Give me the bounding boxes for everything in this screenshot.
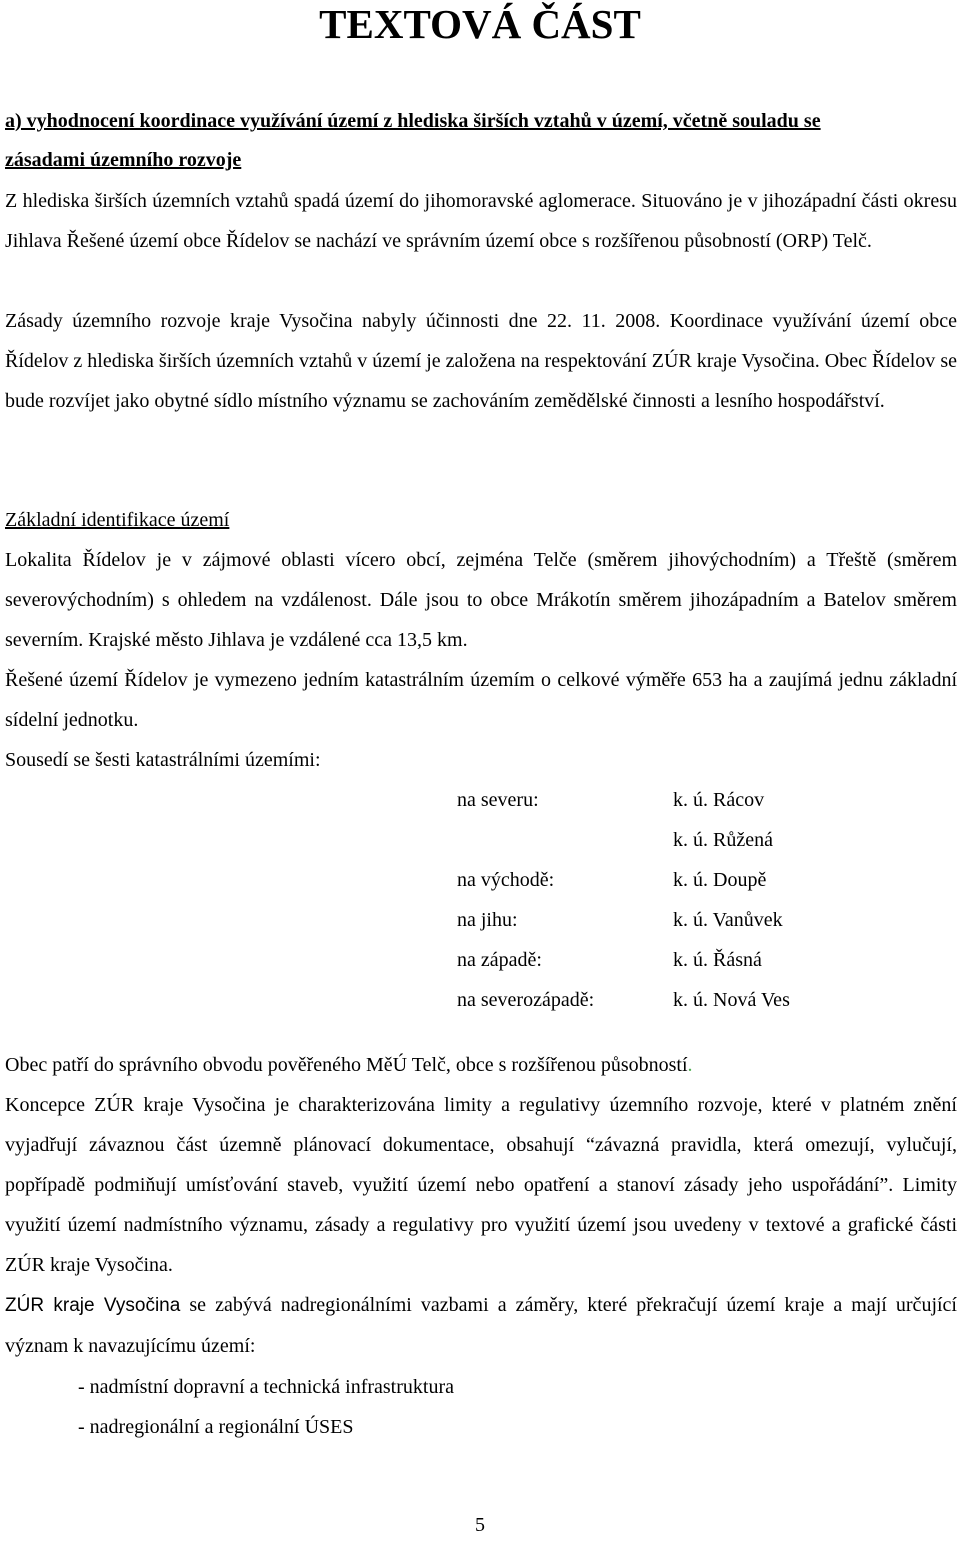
neighbors-table (457, 780, 877, 1020)
paragraph-neighbors-intro: Sousedí se šesti katastrálními územími: (5, 749, 321, 771)
paragraph-administrative (5, 1045, 957, 1085)
page-number: 5 (475, 1514, 485, 1536)
neighbor-cadastral-area: k. ú. Růžená (673, 829, 773, 851)
list-item-infrastructure: - nadmístní dopravní a technická infrastruktura (78, 1376, 454, 1398)
paragraph-wider-relations: Z hlediska širších územních vztahů spadá území do jihomoravské aglomerace. Situováno je v jihozápadní části okresu Jihlava Řešené území obce Řídelov se nachází ve správním území obce s rozšířenou působností (ORP) Telč. (5, 190, 957, 252)
paragraph-cadastral: Řešené území Řídelov je vymezeno jedním katastrálním územím o celkové výměře 653 ha a zaujímá jednu základní sídelní jednotku. (5, 669, 957, 731)
neighbor-cadastral-area: k. ú. Řásná (673, 949, 762, 971)
subheading-text: Základní identifikace území (5, 509, 230, 531)
administrative-text: Obec patří do správního obvodu pověřeného MěÚ Telč, obce s rozšířenou působností (5, 1054, 688, 1076)
neighbor-cadastral-area: k. ú. Rácov (673, 789, 765, 811)
paragraph-location: Lokalita Řídelov je v zájmové oblasti vícero obcí, zejména Telče (směrem jihovýchodním) a Třeště (směrem severovýchodním) s ohledem na vzdálenost. Dále jsou to obce Mrákotín směrem jihozápadním a Batelov směrem severním. Krajské město Jihlava je vzdálené cca 13,5 km. (5, 549, 957, 651)
neighbor-direction: na jihu: (457, 909, 518, 931)
zur-rest: se zabývá nadregionálními vazbami a záměry, které překračují území kraje a mají určující význam k navazujícímu území: (5, 1294, 957, 1357)
neighbor-direction: na severu: (457, 789, 539, 811)
paragraph-zur-concept: Koncepce ZÚR kraje Vysočina je charakterizována limity a regulativy územního rozvoje, které v platném znění vyjadřují závaznou část územně plánovací dokumentace, obsahují “závazná pravidla, která omezují, vylučují, popřípadě podmiňují umísťování staveb, využití území nebo opatření a stanoví zásady jeho uspořádání”. Limity využití území nadmístního významu, zásady a regulativy pro využití území jsou uvedeny v textové a grafické části ZÚR kraje Vysočina. (5, 1094, 957, 1276)
document-title: TEXTOVÁ ČÁST (319, 1, 641, 47)
neighbor-cadastral-area: k. ú. Doupě (673, 869, 767, 891)
zur-lead: ZÚR kraje Vysočina (5, 1295, 181, 1316)
neighbor-row (457, 940, 877, 980)
neighbor-direction: na západě: (457, 949, 542, 971)
section-heading-line-2: zásadami územního rozvoje (5, 149, 242, 171)
neighbor-direction (457, 820, 673, 860)
subheading-identification (5, 500, 957, 540)
neighbor-direction: na východě: (457, 869, 555, 891)
neighbor-direction: na severozápadě: (457, 989, 595, 1011)
paragraph-zur-supraregional (5, 1285, 957, 1366)
neighbor-row (457, 780, 877, 820)
paragraph-zur-effect: Zásady územního rozvoje kraje Vysočina nabyly účinnosti dne 22. 11. 2008. Koordinace využívání území obce Řídelov z hlediska širších územních vztahů v území je založena na respektování ZÚR kraje Vysočina. Obec Řídelov se bude rozvíjet jako obytné sídlo místního významu se zachováním zemědělské činnosti a lesního hospodářství. (5, 310, 957, 412)
neighbor-row (457, 860, 877, 900)
neighbor-row (457, 900, 877, 940)
neighbor-row (457, 980, 877, 1020)
neighbor-cadastral-area: k. ú. Vanůvek (673, 909, 783, 931)
section-heading-line-1: a) vyhodnocení koordinace využívání území z hlediska širších vztahů v území, včetně souladu se (5, 110, 821, 132)
neighbor-row (457, 820, 877, 860)
list-item-uses: - nadregionální a regionální ÚSES (78, 1416, 354, 1438)
neighbor-cadastral-area: k. ú. Nová Ves (673, 989, 790, 1011)
green-period: . (687, 1054, 693, 1076)
